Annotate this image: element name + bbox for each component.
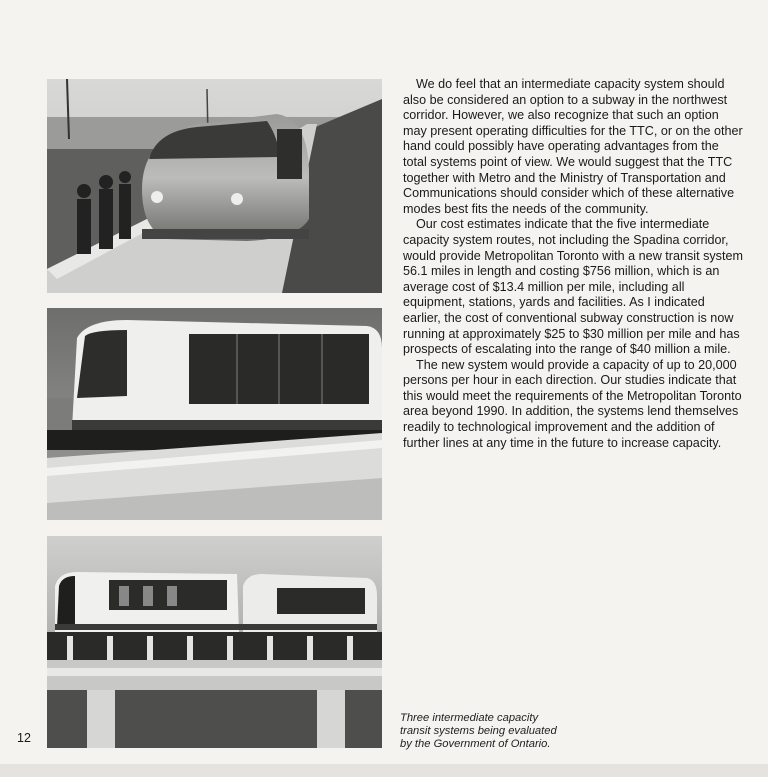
- page-number: 12: [17, 731, 31, 745]
- caption-line-1: Three intermediate capacity: [400, 712, 539, 724]
- photo-elevated-vehicle-side: [47, 308, 382, 520]
- photo-guideway-vehicle-onlookers-image: [47, 79, 382, 293]
- photo-caption: [400, 712, 600, 752]
- page-bottom-edge: [0, 764, 768, 777]
- body-paragraph-2: Our cost estimates indicate that the five intermediate capacity system routes, not including the Spadina corridor, would provide Metropolitan Toronto with a new transit system 56.1 miles in length and costing $756 million, which is an average cost of $13.4 million per mile, including all equipment, stations, yards and facilities. As I indicated earlier, the cost of conventional subway construction is now running at approximately $25 to $30 million per mile and has prospects of escalating into the range of $40 million a mile.: [403, 217, 743, 357]
- photo-two-car-elevated-train: [47, 536, 382, 748]
- body-text: [403, 77, 743, 451]
- body-paragraph-1: We do feel that an intermediate capacity system should also be considered an option to a subway in the northwest corridor. However, we also recognize that such an option may present operating difficulties for the TTC, or on the other hand could possibly have operating advantages from the total systems point of view. We would suggest that the TTC together with Metro and the Ministry of Transportation and Communications should consider which of these alternative modes best fits the needs of the community.: [403, 77, 743, 216]
- caption-line-3: by the Government of Ontario.: [400, 738, 551, 751]
- caption-line-2: transit systems being evaluated: [400, 725, 557, 738]
- photo-guideway-vehicle-onlookers: [47, 79, 382, 293]
- body-paragraph-3: The new system would provide a capacity of up to 20,000 persons per hour in each direction. Our studies indicate that this would meet the requirements of the Metropolitan Toronto area beyond 1990. In addition, the systems lend themselves readily to technological improvement and the addition of further lines at any time in the future to increase capacity.: [403, 357, 742, 450]
- photo-elevated-vehicle-side-image: [47, 308, 382, 520]
- photo-two-car-elevated-train-image: [47, 536, 382, 748]
